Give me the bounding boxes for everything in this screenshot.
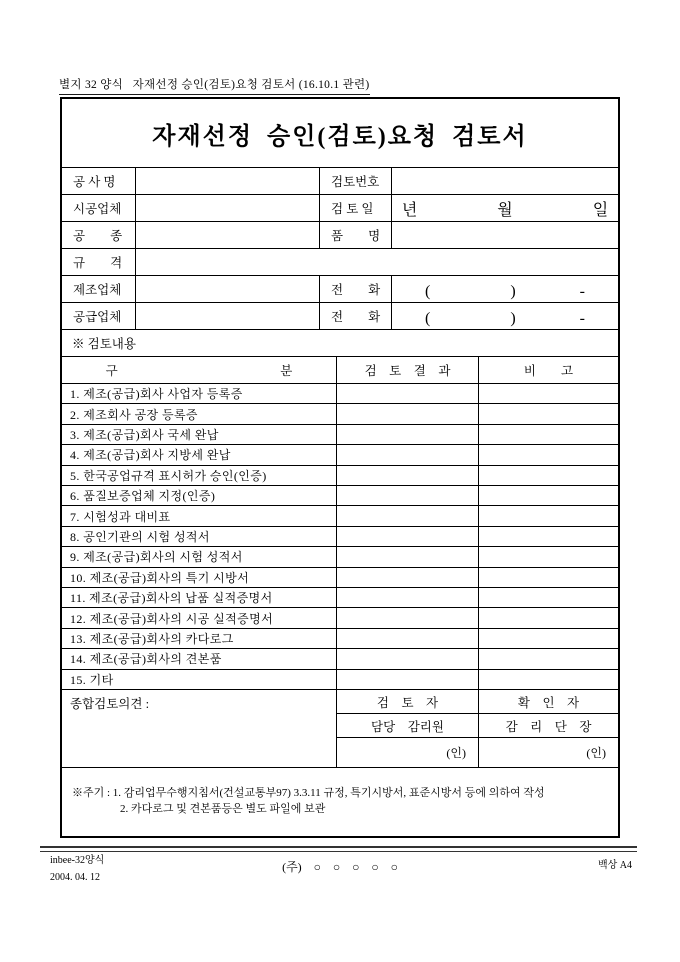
seal-label: (인) [586, 746, 606, 761]
remark-cell[interactable] [479, 466, 618, 485]
remark-cell[interactable] [479, 588, 618, 607]
confirmer-header: 확 인 자 [517, 695, 580, 710]
row-work-type [62, 222, 618, 249]
result-cell[interactable] [337, 384, 479, 403]
category-header: 구 분 [62, 357, 337, 383]
result-cell[interactable] [337, 466, 479, 485]
checklist-row [62, 547, 618, 567]
result-cell[interactable] [337, 629, 479, 648]
result-cell[interactable] [337, 547, 479, 566]
result-cell[interactable] [337, 568, 479, 587]
footer-form-id: inbee-32양식 [50, 855, 105, 866]
checklist-item-label: 14. 제조(공급)회사의 견본품 [62, 649, 337, 668]
result-cell[interactable] [337, 588, 479, 607]
remark-header: 비 고 [523, 364, 574, 378]
row-contractor [62, 195, 618, 222]
overall-opinion-field[interactable] [62, 690, 337, 767]
row-specification [62, 249, 618, 276]
remark-cell[interactable] [479, 629, 618, 648]
checklist-item-label: 4. 제조(공급)회사 지방세 완납 [62, 445, 337, 464]
project-name-field[interactable] [136, 168, 320, 194]
supplier-phone-field[interactable]: ( ) - [425, 309, 585, 327]
checklist-item-label: 6. 품질보증업체 지정(인증) [62, 486, 337, 505]
remark-cell[interactable] [479, 486, 618, 505]
checklist-item-label: 2. 제조회사 공장 등록증 [62, 404, 337, 423]
remark-cell[interactable] [479, 649, 618, 668]
remark-cell[interactable] [479, 568, 618, 587]
remark-cell[interactable] [479, 425, 618, 444]
footnote-line-1: ※주기 : 1. 감리업무수행지침서(건설교통부97) 3.3.11 규정, 특기시방서, 표준시방서 등에 의하여 작성 [72, 787, 545, 800]
checklist-item-label: 7. 시험성과 대비표 [62, 506, 337, 525]
review-date-field[interactable]: 년 월 일 [401, 201, 609, 219]
remark-cell[interactable] [479, 404, 618, 423]
item-name-field[interactable] [392, 222, 618, 248]
title-row [62, 99, 618, 168]
remark-cell[interactable] [479, 506, 618, 525]
remark-cell[interactable] [479, 670, 618, 689]
row-manufacturer [62, 276, 618, 303]
row-project-name [62, 168, 618, 195]
result-cell[interactable] [337, 527, 479, 546]
review-number-label: 검토번호 [320, 168, 392, 194]
footer-divider [40, 846, 637, 852]
confirmer-title: 감 리 단 장 [505, 719, 592, 734]
checklist-item-label: 10. 제조(공급)회사의 특기 시방서 [62, 568, 337, 587]
contractor-label: 시공업체 [62, 195, 136, 221]
row-supplier [62, 303, 618, 330]
work-type-field[interactable] [136, 222, 320, 248]
checklist-item-label: 8. 공인기관의 시험 성적서 [62, 527, 337, 546]
checklist-item-label: 13. 제조(공급)회사의 카다로그 [62, 629, 337, 648]
result-cell[interactable] [337, 425, 479, 444]
supplier-field[interactable] [136, 303, 320, 329]
result-header: 검 토 결 과 [337, 357, 479, 383]
remark-cell[interactable] [479, 527, 618, 546]
footer-form-date: 2004. 04. 12 [50, 872, 100, 883]
remark-cell[interactable] [479, 384, 618, 403]
checklist-row [62, 670, 618, 690]
checklist-row [62, 506, 618, 526]
supplier-phone-label: 전 화 [320, 303, 392, 329]
review-content-label: ※ 검토내용 [72, 337, 136, 351]
manufacturer-label: 제조업체 [62, 276, 136, 302]
material-selection-review-form [60, 97, 620, 838]
project-name-label: 공 사 명 [62, 168, 136, 194]
checklist-item-label: 3. 제조(공급)회사 국세 완납 [62, 425, 337, 444]
reviewer-seal-cell[interactable] [337, 738, 479, 767]
item-name-label: 품 명 [320, 222, 392, 248]
checklist-row [62, 629, 618, 649]
checklist-item-label: 12. 제조(공급)회사의 시공 실적증명서 [62, 608, 337, 627]
checklist-item-label: 1. 제조(공급)회사 사업자 등록증 [62, 384, 337, 403]
result-cell[interactable] [337, 506, 479, 525]
checklist [62, 384, 618, 690]
remark-cell[interactable] [479, 445, 618, 464]
reviewer-title: 담당 감리원 [337, 714, 479, 737]
overall-opinion-label: 종합검토의견 : [70, 697, 150, 712]
footnote-line-2: 2. 카다로그 및 견본품등은 별도 파일에 보관 [120, 803, 326, 816]
specification-field[interactable] [136, 249, 618, 275]
footer-paper-size: 백상 A4 [597, 860, 632, 871]
form-title: 자재선정 승인(검토)요청 검토서 [152, 123, 528, 150]
footnote [62, 768, 618, 836]
checklist-row [62, 384, 618, 404]
checklist-item-label: 5. 한국공업규격 표시허가 승인(인증) [62, 466, 337, 485]
result-cell[interactable] [337, 649, 479, 668]
signature-section [62, 690, 618, 768]
checklist-row [62, 649, 618, 669]
checklist-item-label: 15. 기타 [62, 670, 337, 689]
supplier-label: 공급업체 [62, 303, 136, 329]
seal-label: (인) [446, 746, 466, 761]
checklist-row [62, 404, 618, 424]
checklist-row [62, 466, 618, 486]
checklist-row [62, 425, 618, 445]
specification-label: 규 격 [62, 249, 136, 275]
result-cell[interactable] [337, 486, 479, 505]
manufacturer-phone-field[interactable]: ( ) - [425, 282, 585, 300]
checklist-row [62, 568, 618, 588]
remark-cell[interactable] [479, 608, 618, 627]
review-content-section [62, 330, 618, 357]
checklist-header-row [62, 357, 618, 384]
checklist-item-label: 11. 제조(공급)회사의 납품 실적증명서 [62, 588, 337, 607]
review-date-label: 검 토 일 [320, 195, 392, 221]
result-cell[interactable] [337, 445, 479, 464]
manufacturer-phone-label: 전 화 [320, 276, 392, 302]
checklist-row [62, 527, 618, 547]
checklist-row [62, 445, 618, 465]
result-cell[interactable] [337, 608, 479, 627]
form-reference-note: 별지 32 양식 자재선정 승인(검토)요청 검토서 (16.10.1 관련) [59, 76, 370, 95]
signature-columns [337, 690, 618, 767]
confirmer-seal-cell[interactable] [479, 738, 618, 767]
reviewer-header: 검 토 자 [337, 690, 479, 713]
checklist-row [62, 608, 618, 628]
checklist-row [62, 486, 618, 506]
result-cell[interactable] [337, 670, 479, 689]
manufacturer-field[interactable] [136, 276, 320, 302]
review-number-field[interactable] [392, 168, 618, 194]
remark-cell[interactable] [479, 547, 618, 566]
checklist-row [62, 588, 618, 608]
work-type-label: 공 종 [62, 222, 136, 248]
contractor-field[interactable] [136, 195, 320, 221]
footer-company-placeholder: (주) ○ ○ ○ ○ ○ [282, 860, 398, 874]
checklist-item-label: 9. 제조(공급)회사의 시험 성적서 [62, 547, 337, 566]
result-cell[interactable] [337, 404, 479, 423]
